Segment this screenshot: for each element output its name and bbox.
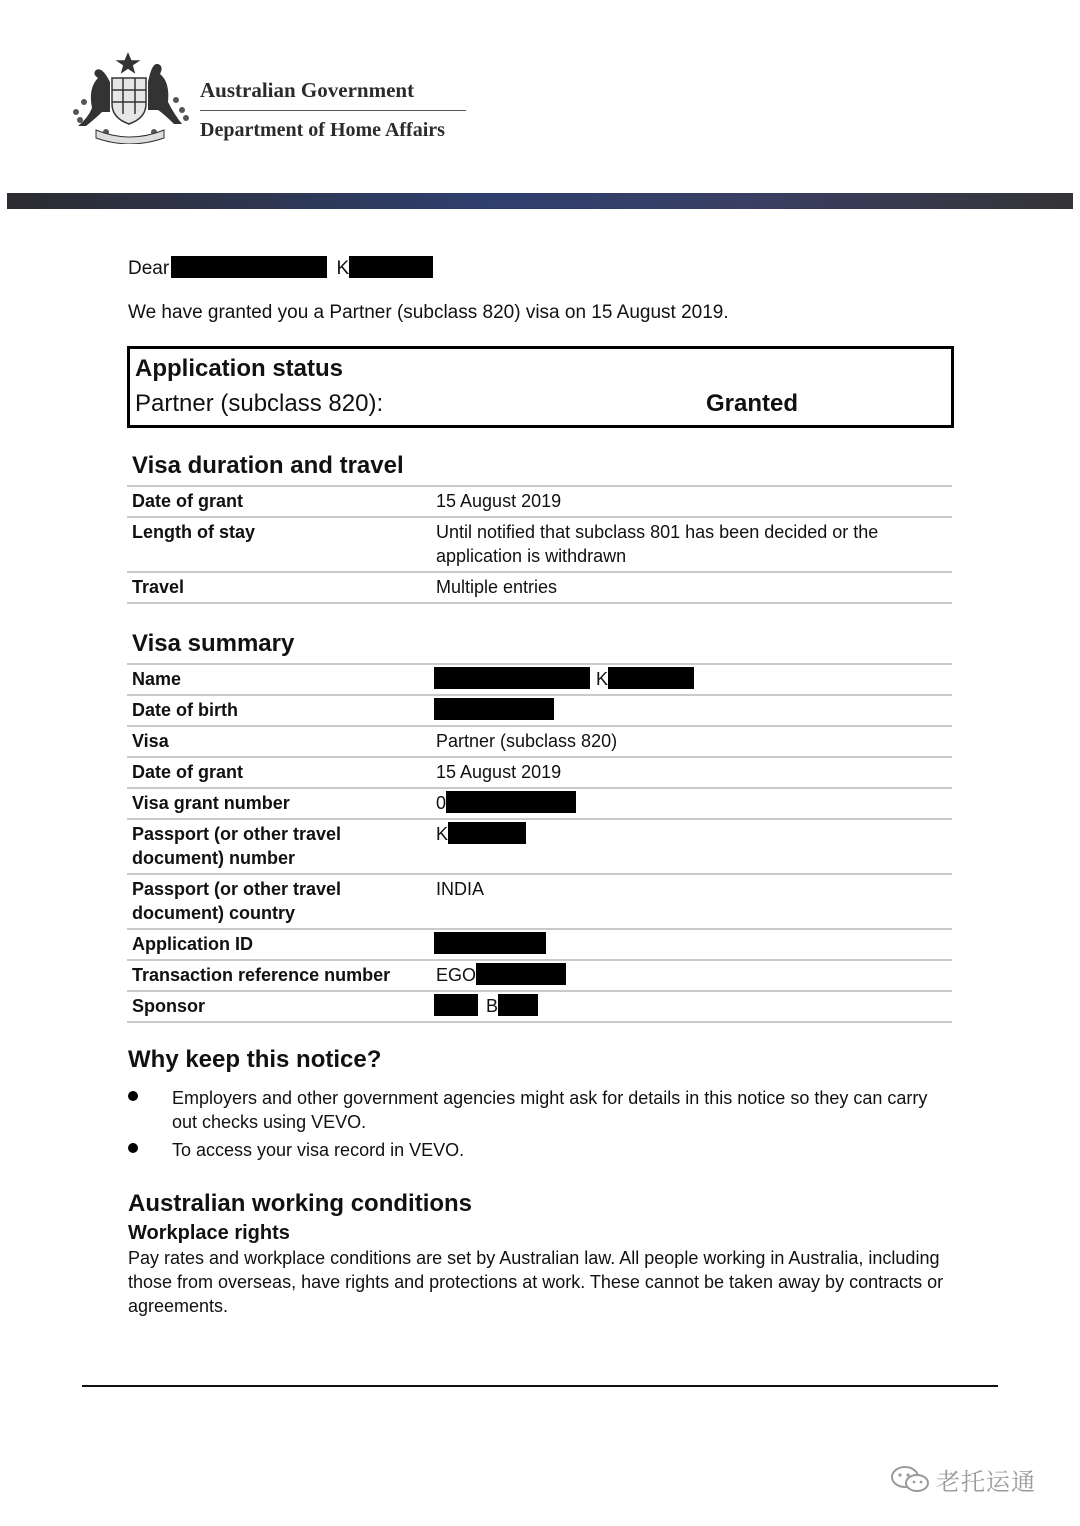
intro-text: We have granted you a Partner (subclass 820) visa on 15 August 2019. (128, 302, 729, 323)
list-item: Employers and other government agencies might ask for details in this notice so they can carry out checks using VEVO. (128, 1086, 948, 1134)
row-label: Travel (132, 577, 185, 597)
row-label: Sponsor (132, 996, 206, 1016)
redaction-block (434, 698, 554, 720)
table-row (127, 518, 952, 573)
row-label: Date of birth (132, 700, 238, 720)
bullet-icon (128, 1091, 138, 1101)
redaction-block (476, 963, 566, 985)
table-row (127, 875, 952, 930)
row-value: Until notified that subclass 801 has been decided or the application is withdrawn (436, 522, 879, 566)
table-row (127, 992, 952, 1023)
row-label: Transaction reference number (132, 965, 391, 985)
status-value: Granted (706, 390, 799, 417)
row-label: Name (132, 669, 182, 689)
summary-table (127, 663, 952, 1023)
table-row (127, 820, 952, 875)
status-label: Partner (subclass 820): (135, 390, 384, 417)
table-row (127, 665, 952, 696)
redaction-block (171, 256, 327, 278)
row-value: EGO (436, 963, 946, 987)
why-list (128, 1086, 948, 1166)
redaction-block (434, 994, 478, 1016)
row-label: Date of grant (132, 491, 244, 511)
row-value: K (436, 822, 946, 846)
row-label: Date of grant (132, 762, 244, 782)
department-name: Department of Home Affairs (200, 119, 445, 141)
table-row (127, 727, 952, 758)
table-row (127, 758, 952, 789)
row-value: INDIA (436, 879, 485, 899)
row-label: Visa (132, 731, 169, 751)
redaction-block (498, 994, 538, 1016)
table-row (127, 696, 952, 727)
row-value: Partner (subclass 820) (436, 731, 618, 751)
redaction-block (448, 822, 526, 844)
watermark (890, 1462, 1036, 1496)
header-banner (7, 193, 1073, 209)
row-value: 15 August 2019 (436, 491, 562, 511)
row-label: Visa grant number (132, 793, 290, 813)
workplace-rights-title: Workplace rights (128, 1222, 290, 1244)
row-value: B (434, 994, 944, 1018)
row-value (434, 932, 944, 956)
row-value: K (434, 667, 944, 691)
redaction-block (434, 667, 590, 689)
conditions-title: Australian working conditions (128, 1190, 473, 1217)
table-row (127, 930, 952, 961)
salutation: Dear K (128, 256, 433, 281)
workplace-rights-text: Pay rates and workplace conditions are set by Australian law. All people working in Australia, including those from overseas, have rights and protections at work. These cannot be taken away by contracts or agreements. (128, 1248, 944, 1316)
row-label: Passport (or other travel document) country (132, 879, 342, 923)
redaction-block (434, 932, 546, 954)
duration-title: Visa duration and travel (132, 452, 404, 479)
government-name: Australian Government (200, 76, 466, 111)
summary-title: Visa summary (132, 630, 295, 657)
status-title: Application status (135, 355, 344, 382)
redaction-block (608, 667, 694, 689)
row-value: Multiple entries (436, 577, 558, 597)
row-label: Length of stay (132, 522, 256, 542)
row-label: Application ID (132, 934, 253, 954)
table-row (127, 573, 952, 604)
list-item: To access your visa record in VEVO. (128, 1138, 948, 1162)
row-value: 0 (436, 791, 946, 815)
why-title: Why keep this notice? (128, 1046, 382, 1073)
watermark-text: 老托运通 (936, 1467, 1036, 1496)
letterhead (66, 52, 486, 152)
footer-divider (82, 1385, 998, 1387)
row-label: Passport (or other travel document) number (132, 824, 342, 868)
table-row (127, 789, 952, 820)
application-status-box (127, 346, 954, 428)
name-initial: K (336, 258, 350, 279)
chat-bubble-icon (890, 1464, 930, 1494)
coat-of-arms-icon (66, 52, 194, 144)
bullet-icon (128, 1143, 138, 1153)
redaction-block (349, 256, 433, 278)
table-row (127, 961, 952, 992)
duration-table (127, 485, 952, 604)
redaction-block (446, 791, 576, 813)
table-row (127, 487, 952, 518)
row-value: 15 August 2019 (436, 762, 562, 782)
row-value (434, 698, 944, 722)
